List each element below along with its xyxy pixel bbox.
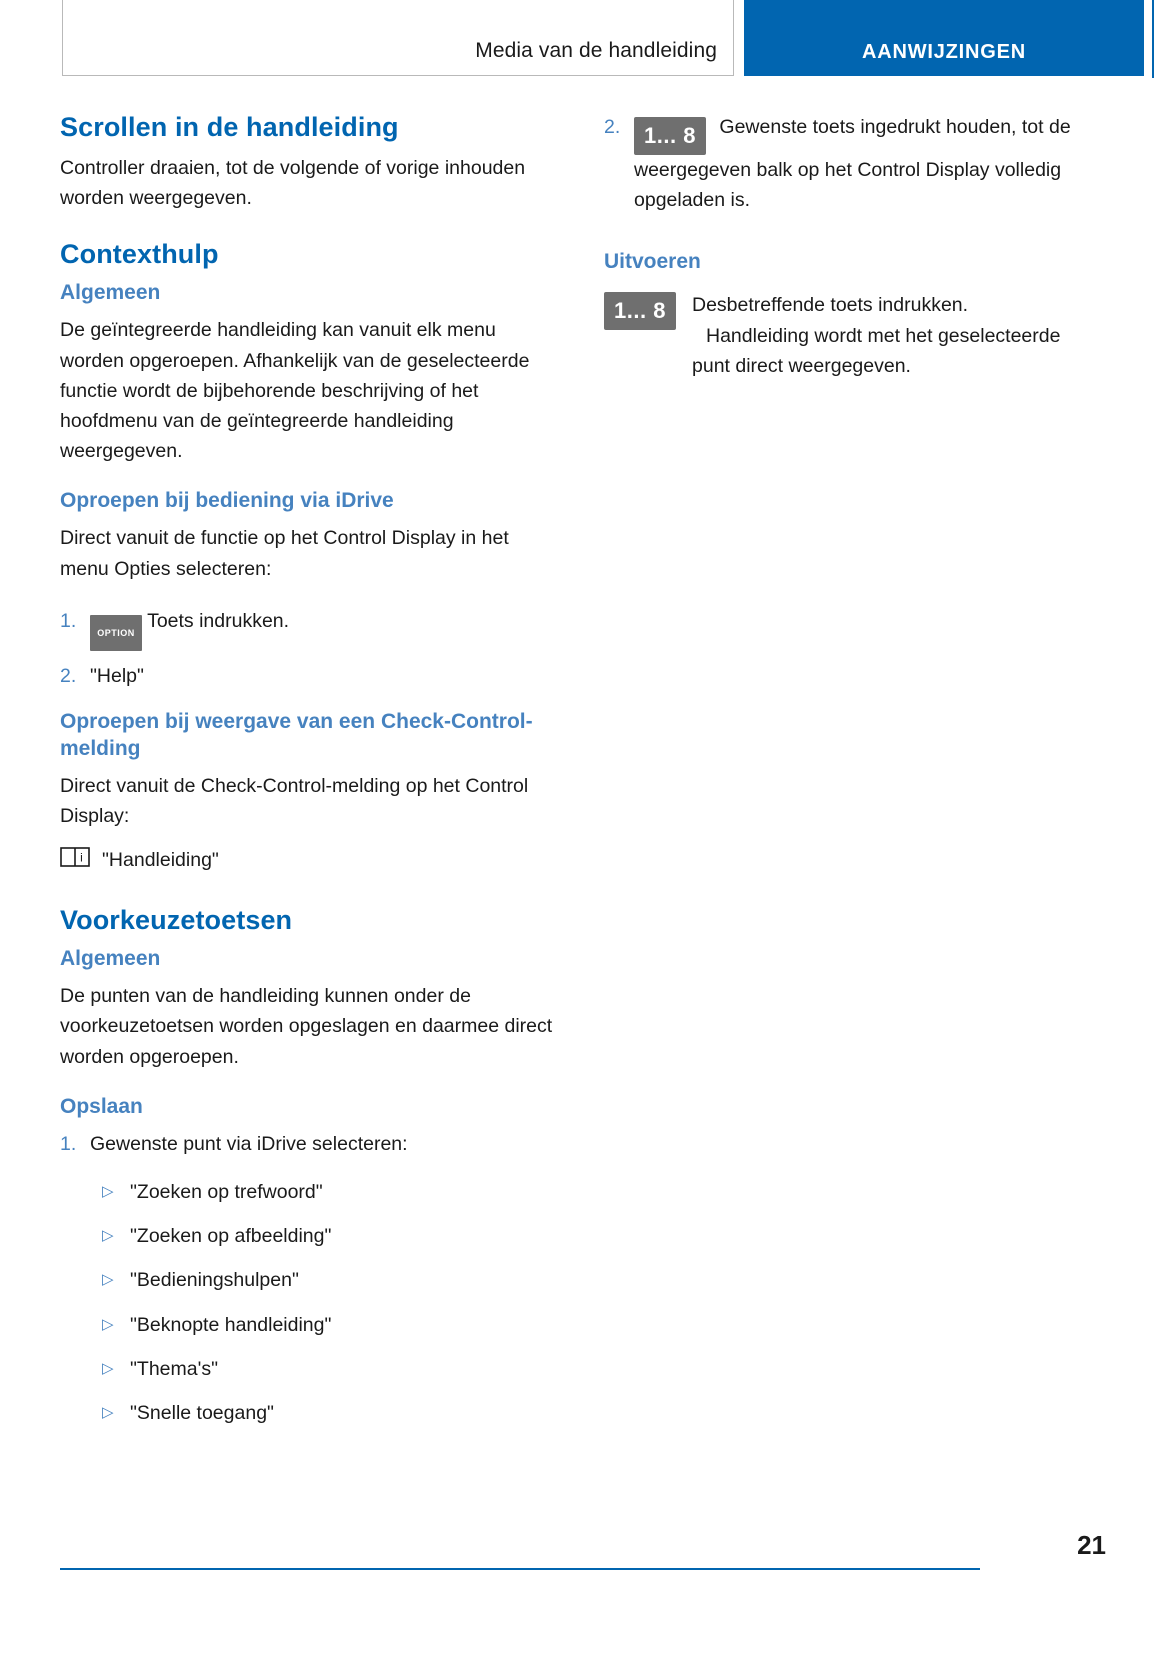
chapter-tab-label: AANWIJZINGEN	[861, 41, 1027, 63]
list-item	[60, 606, 558, 651]
triangle-bullet-icon: ▷	[102, 1359, 114, 1377]
text-oproepen-idrive: Direct vanuit de functie op het Control Display in het menu Opties selecteren:	[60, 527, 509, 580]
section-contexthulp	[60, 239, 558, 875]
heading-algemeen-2: Algemeen	[60, 947, 161, 971]
triangle-bullet-icon: ▷	[102, 1315, 114, 1333]
heading-voorkeuzetoetsen: Voorkeuzetoetsen	[60, 905, 293, 936]
uitvoeren-line-1: Desbetreffende toets indrukken.	[692, 294, 969, 317]
step-number: 1.	[60, 609, 77, 632]
left-column	[60, 112, 558, 1442]
preset-buttons-icon: 1... 8	[634, 117, 706, 155]
text-algemeen-1: De geïntegreerde handleiding kan vanuit elk menu worden opgeroepen. Afhankelijk van de geselecteerde functie wordt de bijbehorende beschrijving of het hoofdmenu van de geïntegreerde handleiding weergegeven.	[60, 319, 530, 463]
preset-buttons-icon	[604, 292, 676, 330]
list-item	[102, 1221, 558, 1251]
triangle-bullet-icon: ▷	[102, 1182, 114, 1200]
option-label: "Zoeken op afbeelding"	[130, 1225, 332, 1248]
item-handleiding-label: "Handleiding"	[102, 849, 219, 872]
step-label: "Help"	[90, 664, 144, 687]
header-edge-rule	[1152, 0, 1154, 78]
step-number: 1.	[60, 1132, 77, 1155]
svg-text:i: i	[80, 850, 83, 865]
step-number: 2.	[60, 664, 77, 687]
option-label: "Bedieningshulpen"	[130, 1269, 299, 1292]
text-algemeen-2: De punten van de handleiding kunnen onder de voorkeuzetoetsen worden opgeslagen en daarmee direct worden opgeroepen.	[60, 985, 553, 1068]
section-uitvoeren	[604, 249, 1102, 381]
heading-scrollen: Scrollen in de handleiding	[60, 112, 399, 142]
heading-oproepen-checkcontrol: Oproepen bij weergave van een Check-Control-melding	[60, 709, 533, 760]
triangle-bullet-icon: ▷	[102, 1271, 114, 1289]
section-voorkeuzetoetsen	[60, 905, 558, 1428]
manual-book-icon	[60, 845, 90, 869]
item-handleiding	[60, 845, 558, 875]
heading-algemeen-1: Algemeen	[60, 281, 161, 305]
option-button-icon: OPTION	[90, 615, 142, 651]
section-scrollen	[60, 112, 558, 213]
heading-oproepen-idrive: Oproepen bij bediening via iDrive	[60, 489, 394, 513]
steps-opslaan	[60, 1129, 558, 1159]
list-item	[102, 1177, 558, 1207]
text-scrollen: Controller draaien, tot de volgende of vorige inhouden worden weergegeven.	[60, 157, 526, 210]
step-text	[634, 112, 1102, 215]
text-oproepen-checkcontrol: Direct vanuit de Check-Control-melding op het Control Display:	[60, 774, 529, 827]
option-label: "Zoeken op trefwoord"	[130, 1180, 323, 1203]
step-text	[90, 606, 558, 651]
options-opslaan	[60, 1177, 558, 1428]
triangle-bullet-icon: ▷	[102, 1227, 114, 1245]
list-item	[102, 1398, 558, 1428]
uitvoeren-content	[604, 290, 1102, 381]
list-item	[60, 661, 558, 691]
list-item	[102, 1265, 558, 1295]
option-label: "Beknopte handleiding"	[130, 1313, 332, 1336]
option-label: "Thema's"	[130, 1357, 219, 1380]
step-label: Gewenste toets ingedrukt houden, tot de weergegeven balk op het Control Display volledig opgeladen is.	[634, 116, 1071, 212]
step-number: 2.	[604, 116, 621, 138]
preset-buttons-icon-glyph: 1... 8	[604, 292, 676, 330]
steps-oproepen-idrive	[60, 606, 558, 691]
triangle-bullet-icon: ▷	[102, 1404, 114, 1422]
page-number: 21	[1077, 1530, 1106, 1560]
page-header	[0, 0, 1166, 78]
heading-uitvoeren: Uitvoeren	[604, 250, 701, 274]
list-item	[102, 1354, 558, 1384]
uitvoeren-line-2: Handleiding wordt met het geselecteerde punt direct weergegeven.	[692, 324, 1061, 377]
step-2-presets	[604, 112, 1102, 215]
breadcrumb-box	[62, 0, 734, 76]
list-item	[60, 1129, 558, 1159]
list-item	[102, 1310, 558, 1340]
step-label: Toets indrukken.	[147, 609, 290, 632]
step-label: Gewenste punt via iDrive selecteren:	[90, 1132, 408, 1155]
option-label: "Snelle toegang"	[130, 1402, 274, 1425]
chapter-tab	[744, 0, 1144, 76]
heading-opslaan: Opslaan	[60, 1094, 143, 1118]
footer-rule	[60, 1568, 980, 1570]
breadcrumb: Media van de handleiding	[475, 39, 717, 62]
right-column	[604, 112, 1102, 381]
heading-contexthulp: Contexthulp	[60, 239, 219, 270]
